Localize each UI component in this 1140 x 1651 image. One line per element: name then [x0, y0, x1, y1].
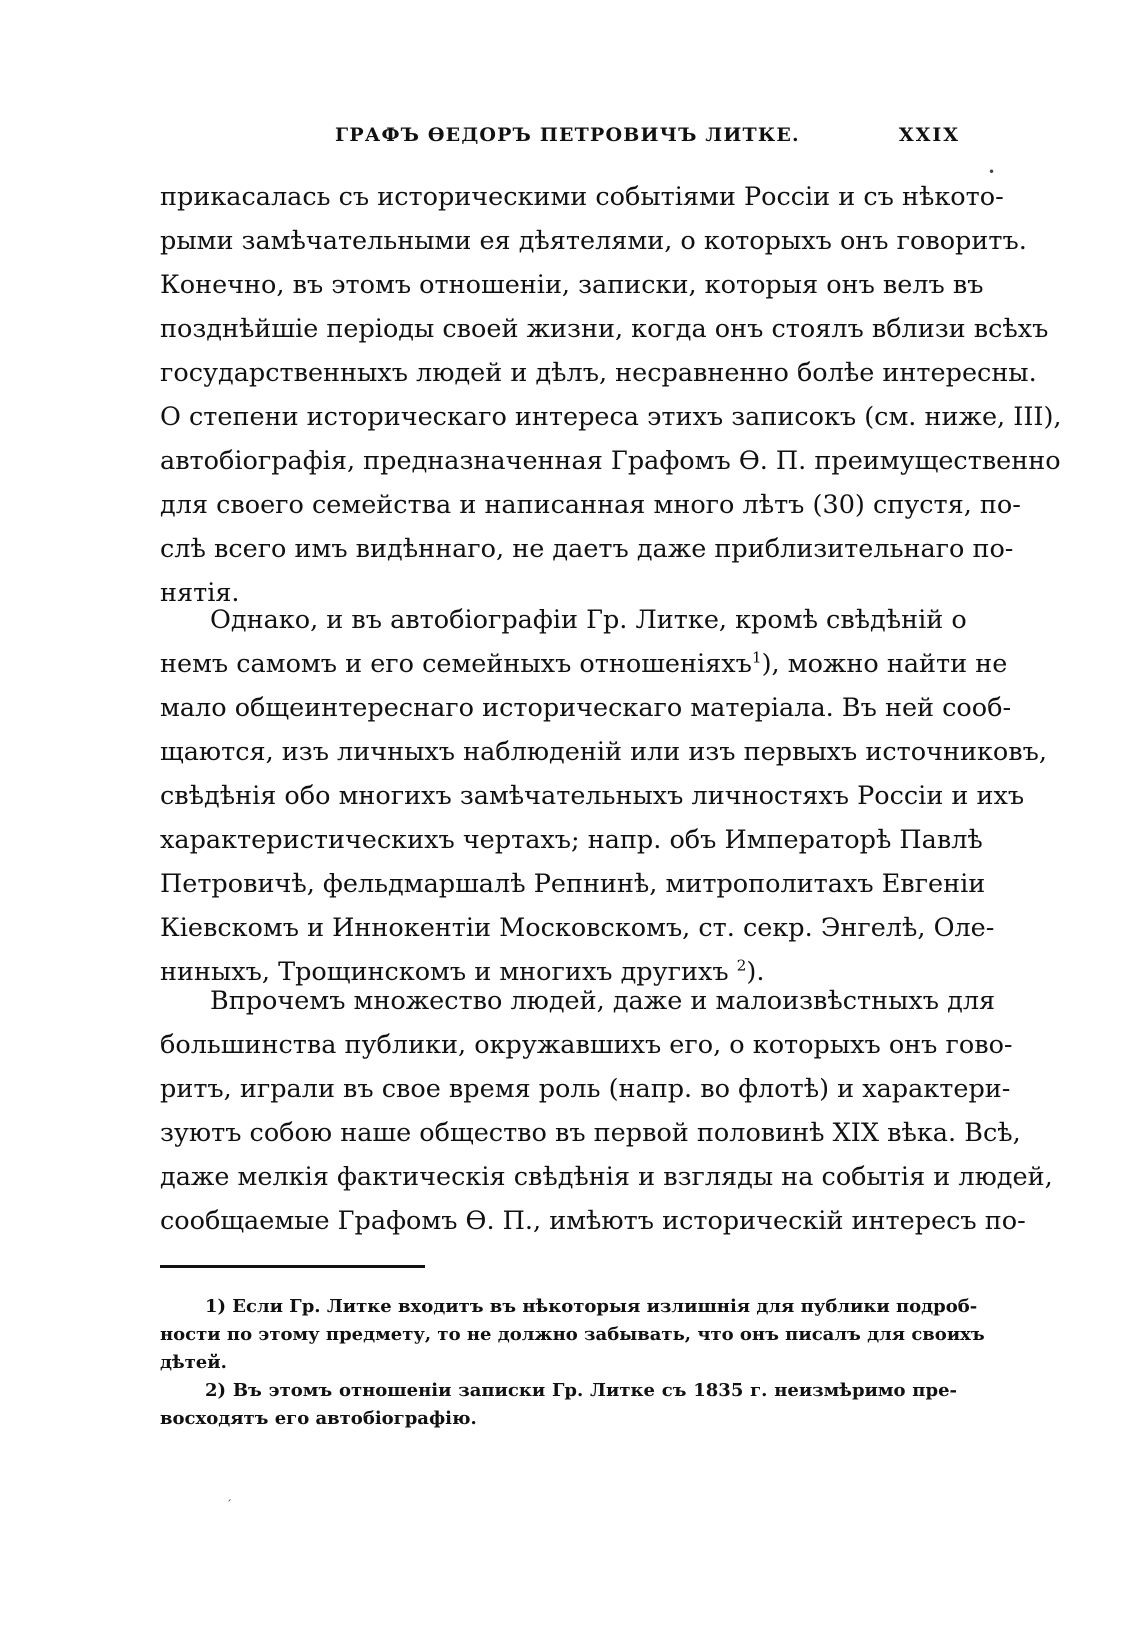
text-line: Петровичѣ, фельдмаршалѣ Репнинѣ, митрополитахъ Евгеніи: [160, 869, 986, 899]
text-line: большинства публики, окружавшихъ его, о которыхъ онъ гово-: [160, 1030, 1013, 1060]
text-segment: ниныхъ, Трощинскомъ и многихъ другихъ: [160, 957, 729, 987]
scan-speck: •: [988, 165, 996, 179]
running-title: ГРАФЪ ѲЕДОРЪ ПЕТРОВИЧЪ ЛИТКЕ.: [335, 124, 800, 146]
scan-speck: ˊ: [226, 1498, 232, 1512]
text-line: даже мелкія фактическія свѣдѣнія и взгляды на событія и людей,: [160, 1162, 1053, 1192]
footnote-ref-2: 2: [736, 956, 747, 975]
text-line: характеристическихъ чертахъ; напр. объ Императорѣ Павлѣ: [160, 825, 983, 855]
text-line: позднѣйшіе періоды своей жизни, когда онъ стоялъ вблизи всѣхъ: [160, 314, 1049, 344]
text-line: сообщаемые Графомъ Ѳ. П., имѣютъ историческій интересъ по-: [160, 1206, 1026, 1236]
text-line: рыми замѣчательными ея дѣятелями, о которыхъ онъ говоритъ.: [160, 226, 1027, 256]
running-header: [160, 118, 960, 158]
text-line: Кіевскомъ и Иннокентіи Московскомъ, ст. секр. Энгелѣ, Оле-: [160, 913, 995, 943]
text-line-with-footnote-ref: [160, 642, 1008, 686]
footnote-ref-1: 1: [751, 648, 762, 667]
text-line: Впрочемъ множество людей, даже и малоизвѣстныхъ для: [210, 986, 996, 1016]
text-line: Конечно, въ этомъ отношеніи, записки, которыя онъ велъ въ: [160, 270, 984, 300]
paragraph-1: [160, 175, 1062, 615]
text-line: Однако, и въ автобіографіи Гр. Литке, кромѣ свѣдѣній о: [210, 605, 967, 635]
text-line: автобіографія, предназначенная Графомъ Ѳ. П. преимущественно: [160, 446, 1061, 476]
text-line: О степени историческаго интереса этихъ записокъ (см. ниже, III),: [160, 402, 1062, 432]
text-line: ритъ, играли въ свое время роль (напр. во флотѣ) и характери-: [160, 1074, 1011, 1104]
footnote-line: дѣтей.: [160, 1352, 227, 1373]
footnote-line: 2) Въ этомъ отношеніи записки Гр. Литке съ 1835 г. неизмѣримо пре-: [205, 1380, 957, 1401]
paragraph-3: [160, 979, 1053, 1243]
paragraph-2: [160, 598, 1047, 994]
text-line: для своего семейства и написанная много лѣтъ (30) спустя, по-: [160, 490, 1021, 520]
text-segment: ).: [746, 957, 765, 987]
footnotes: [160, 1293, 985, 1433]
text-line: зуютъ собою наше общество въ первой половинѣ XIX вѣка. Всѣ,: [160, 1118, 1021, 1148]
text-segment: ), можно найти не: [761, 649, 1008, 679]
text-line: свѣдѣнія обо многихъ замѣчательныхъ личностяхъ Россіи и ихъ: [160, 781, 1025, 811]
footnote-line: ности по этому предмету, то не должно забывать, что онъ писалъ для своихъ: [160, 1324, 985, 1345]
text-line: щаются, изъ личныхъ наблюденій или изъ первыхъ источниковъ,: [160, 737, 1047, 767]
footnote-line: 1) Если Гр. Литке входитъ въ нѣкоторыя излишнія для публики подроб-: [205, 1296, 978, 1317]
footnote-divider: [160, 1265, 425, 1268]
text-line: государственныхъ людей и дѣлъ, несравненно болѣе интересны.: [160, 358, 1037, 388]
text-line: нятія.: [160, 578, 240, 608]
text-line: прикасалась съ историческими событіями Россіи и съ нѣкото-: [160, 182, 1004, 212]
text-line: мало общеинтереснаго историческаго матеріала. Въ ней сооб-: [160, 693, 1012, 723]
footnote-line: восходятъ его автобіографію.: [160, 1408, 477, 1429]
text-line: слѣ всего имъ видѣннаго, не даетъ даже приблизительнаго по-: [160, 534, 1014, 564]
page-number: XXIX: [898, 124, 960, 146]
text-segment: немъ самомъ и его семейныхъ отношеніяхъ: [160, 649, 752, 679]
